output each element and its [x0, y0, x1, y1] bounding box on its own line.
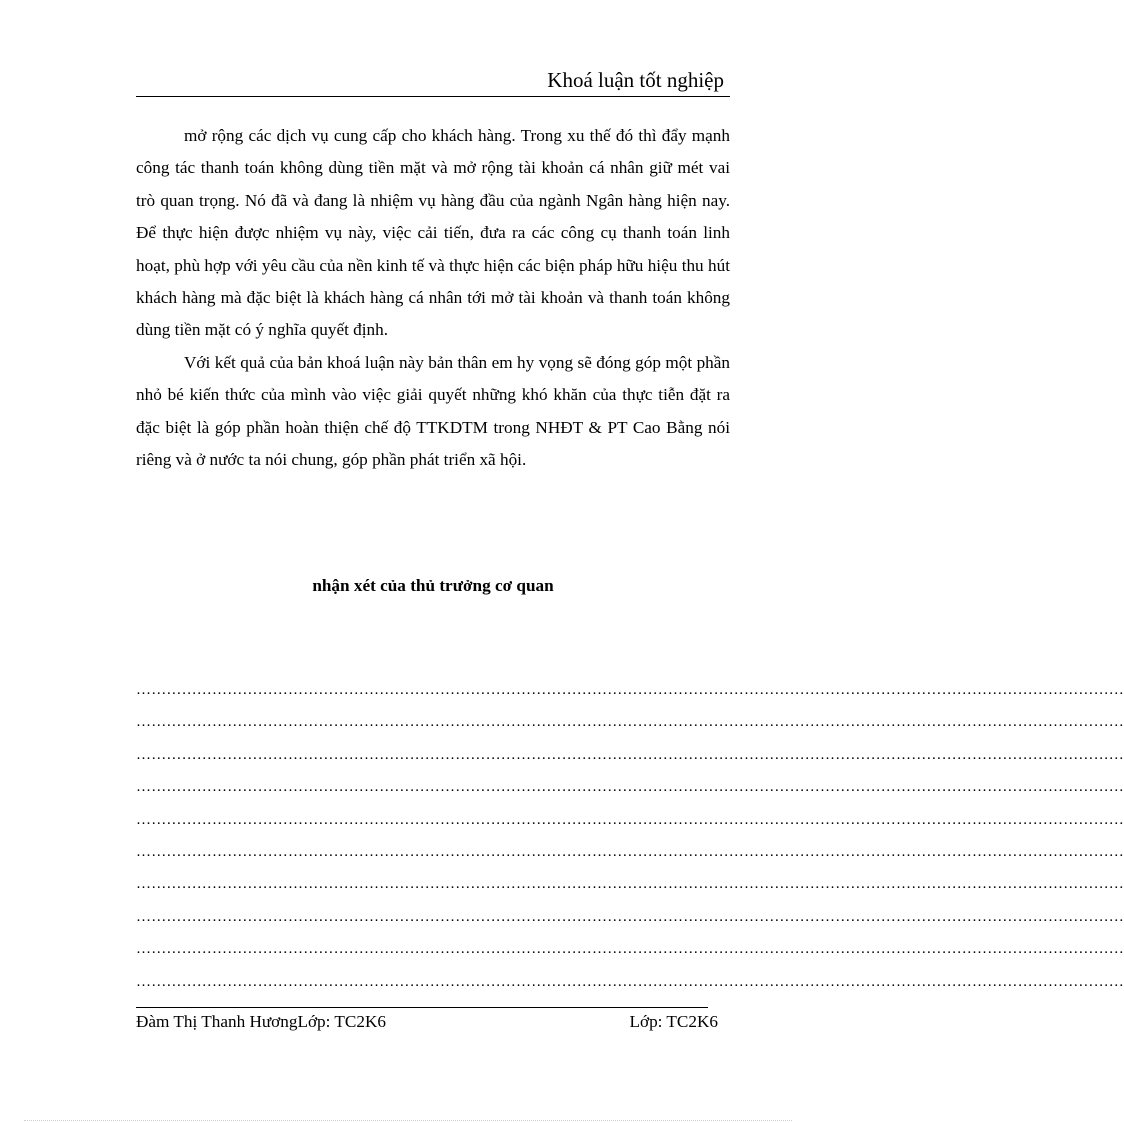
header-rule	[136, 96, 730, 97]
comment-line: ……………………………………………………………………………………………………………………………………………………………………………	[136, 908, 1124, 925]
comment-line: ……………………………………………………………………………………………………………………………………………………………………………	[136, 843, 1124, 860]
comment-line: ……………………………………………………………………………………………………………………………………………………………………………	[136, 779, 1124, 796]
footer-author: Đàm Thị Thanh HươngLớp: TC2K6	[136, 1012, 386, 1031]
comment-line: ……………………………………………………………………………………………………………………………………………………………………………	[136, 714, 1124, 731]
comment-line: ……………………………………………………………………………………………………………………………………………………………………………	[136, 876, 1124, 893]
header-title: Khoá luận tốt nghiệp	[547, 68, 724, 92]
section-heading: nhận xét của thủ trưởng cơ quan	[312, 576, 554, 595]
page-bottom-border	[24, 1120, 792, 1121]
comment-line: ……………………………………………………………………………………………………………………………………………………………………………	[136, 973, 1124, 990]
comment-line: ……………………………………………………………………………………………………………………………………………………………………………	[136, 746, 1124, 763]
footer-class: Lớp: TC2K6	[629, 1012, 718, 1031]
paragraph-1: mở rộng các dịch vụ cung cấp cho khách hàng. Trong xu thế đó thì đẩy mạnh công tác thanh toán không dùng tiền mặt và mở rộng tài khoản cá nhân giữ mét vai trò quan trọng. Nó đã và đang là nhiệm vụ hàng đầu của ngành Ngân hàng hiện nay. Để thực hiện được nhiệm vụ này, việc cải tiến, đưa ra các công cụ thanh toán linh hoạt, phù hợp với yêu cầu của nền kinh tế và thực hiện các biện pháp hữu hiệu thu hút khách hàng mà đặc biệt là khách hàng cá nhân tới mở tài khoản và thanh toán không dùng tiền mặt có ý nghĩa quyết định.	[136, 126, 730, 340]
comment-line: ……………………………………………………………………………………………………………………………………………………………………………	[136, 682, 1124, 698]
body-text	[136, 120, 730, 476]
footer-rule	[136, 1007, 708, 1008]
comment-line: ……………………………………………………………………………………………………………………………………………………………………………	[136, 941, 1124, 958]
paragraph-2: Với kết quả của bản khoá luận này bản thân em hy vọng sẽ đóng góp một phần nhỏ bé kiến thức của mình vào việc giải quyết những khó khăn của thực tiễn đặt ra đặc biệt là góp phần hoàn thiện chế độ TTKDTM trong NHĐT & PT Cao Bằng nói riêng và ở nước ta nói chung, góp phần phát triển xã hội.	[136, 352, 730, 470]
comment-line: ……………………………………………………………………………………………………………………………………………………………………………	[136, 811, 1124, 828]
comment-lines	[136, 674, 1124, 998]
